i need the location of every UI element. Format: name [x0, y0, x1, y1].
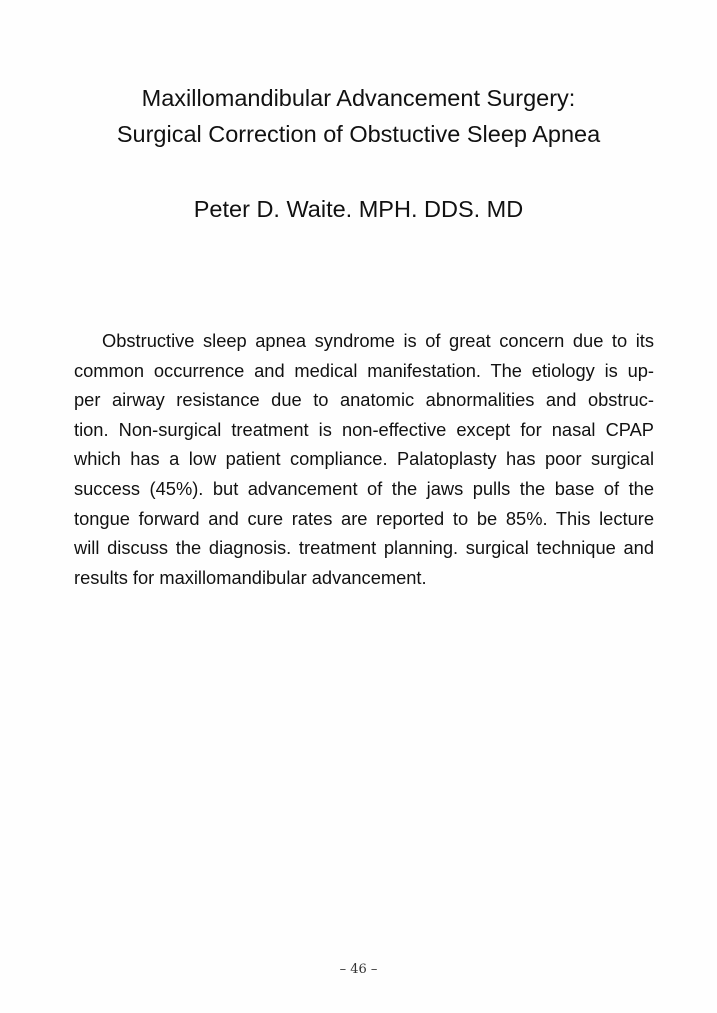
abstract-line: Obstructive sleep apnea syndrome is of great concern due to its	[102, 330, 654, 351]
abstract-line: tongue forward and cure rates are reported to be 85%. This lecture	[74, 507, 654, 529]
abstract-line: will discuss the diagnosis. treatment planning. surgical technique and	[74, 537, 654, 559]
abstract-line: per airway resistance due to anatomic abnormalities and obstruc-	[74, 389, 654, 411]
abstract-paragraph	[74, 326, 654, 592]
title-line-2: Surgical Correction of Obstuctive Sleep Apnea	[116, 121, 601, 147]
author-line: Peter D. Waite. MPH. DDS. MD	[193, 196, 524, 222]
document-title	[0, 80, 717, 152]
abstract-line: success (45%). but advancement of the jaws pulls the base of the	[74, 477, 654, 499]
abstract-line: which has a low patient compliance. Palatoplasty has poor surgical	[74, 448, 654, 470]
abstract-line: tion. Non-surgical treatment is non-effective except for nasal CPAP	[74, 418, 654, 440]
title-line-1: Maxillomandibular Advancement Surgery:	[141, 85, 576, 111]
abstract-line: results for maxillomandibular advancement.	[74, 566, 427, 588]
abstract-line: common occurrence and medical manifestation. The etiology is up-	[74, 359, 654, 381]
page-number: – 46 –	[339, 962, 378, 977]
